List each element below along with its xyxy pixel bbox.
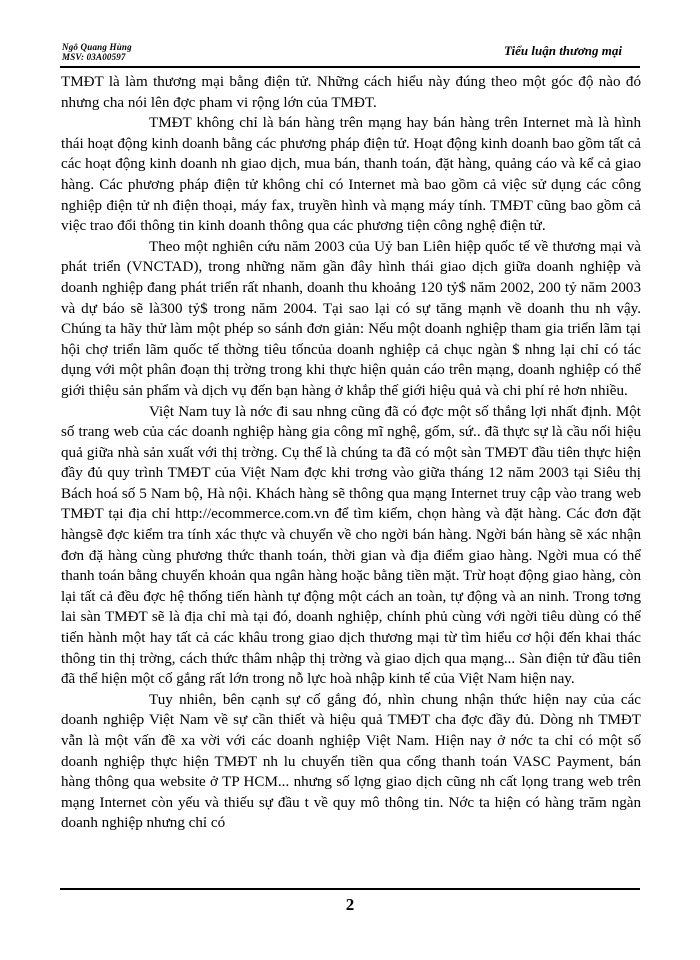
page-number: 2: [345, 895, 355, 914]
document-body: [61, 72, 641, 834]
paragraph: Việt Nam tuy là nớc đi sau nhng cũng đã có đợc một số thắng lợi nhất định. Một số trang web của các doanh nghiệp hàng gia công mĩ nghệ, gốm, sứ.. đã thực sự là cầu nối hiệu quả giữa nhà sản xuất với thị trờng. Cụ thể là chúng ta đã có một sàn TMĐT đầu tiên thực hiện đầy đủ quy trình TMĐT của Việt Nam đợc khi trơng vào giữa tháng 12 năm 2003 tại Siêu thị Bách hoá số 5 Nam bộ, Hà nội. Khách hàng sẽ thông qua mạng Internet truy cập vào trang web TMĐT tại địa chỉ http://ecommerce.com.vn để tìm kiếm, chọn hàng và đặt hàng. Các đơn đặt hàngsẽ đợc kiểm tra tính xác thực và chuyển về cho ngời bán hàng. Ngời bán hàng sẽ xác nhận đơn đặ hàng cùng phương thức thanh toán, thời gian và địa điểm giao hàng. Ngời mua có thể thanh toán bằng chuyển khoản qua ngân hàng hoặc bằng tiền mặt. Trừ hoạt động giao hàng, còn lại tất cả đều đợc hệ thống tiến hành tự động một cách an toàn, tự động và an ninh. Trong tơng lai sàn TMĐT sẽ là địa chỉ mà tại đó, doanh nghiệp, chính phủ cùng với ngời tiêu dùng có thể tiến hành một hay tất cả các khâu trong giao dịch thương mại từ tìm hiểu cơ hội đến khai thác thông tin thị trờng, cách thức thâm nhập thị trờng và giao dịch qua mạng... Sàn điện tử đầu tiên đã thể hiện một cố gắng rất lớn trong nỗ lực hoà nhập kinh tế của Việt Nam hiện nay.: [61, 403, 641, 688]
paragraph: TMĐT là làm thương mại bằng điện tử. Những cách hiểu này đúng theo một góc độ nào đó nhưng cha nói lên đợc pham vi rộng lớn của TMĐT.: [61, 74, 641, 111]
footer-rule: [60, 888, 640, 890]
paragraph: TMĐT không chỉ là bán hàng trên mạng hay bán hàng trên Internet mà là hình thái hoạt động kinh doanh bằng các phương pháp điện tử. Hoạt động kinh doanh bao gồm tất cả các hoạt động kinh doanh nh giao dịch, mua bán, thanh toán, đặt hàng, quảng cáo và kể cả giao hàng. Các phương pháp điện tử không chỉ có Internet mà bao gồm cả việc sử dụng các công nghiệp điện tử nh điện thoại, máy fax, truyền hình và mạng máy tính. TMĐT cũng bao gồm cả việc trao đổi thông tin kinh doanh thông qua các phương tiện công nghệ điện tử.: [61, 115, 641, 235]
header-author-block: [62, 42, 132, 62]
paragraph: Theo một nghiên cứu năm 2003 của Uỷ ban Liên hiệp quốc tế về thương mại và phát triển (VNCTAD), trong những năm gần đây hình thái giao dịch giữa doanh nghiệp và doanh nghiệp đang phát triển rất nhanh, doanh thu khoảng 120 tỷ$ năm 2002, 200 tỷ năm 2003 và dự báo sẽ là300 tỷ$ trong năm 2004. Tại sao lại có sự tăng mạnh về doanh thu nh vậy. Chúng ta hãy thử làm một phép so sánh đơn giản: Nếu một doanh nghiệp tham gia triển lãm tại hội chợ triển lãm quốc tế thờng tiêu tốncủa doanh nghiệp cả chục ngàn $ nhng lại chỉ có tác dụng với một phân đoạn thị trờng trong khi thực hiện quản cáo trên mạng, doanh nghiệp có thể giới thiệu sản phẩm và dịch vụ đến bạn hàng ở khắp thế giới hiệu quả và chi phí rẻ hơn nhiều.: [61, 238, 641, 399]
paragraph: Tuy nhiên, bên cạnh sự cố gắng đó, nhìn chung nhận thức hiện nay của các doanh nghiệp Việt Nam về sự cần thiết và hiệu quả TMĐT cha đợc đầy đủ. Dòng nh TMĐT vẫn là một vấn đề xa vời với các doanh nghiệp Việt Nam. Hiện nay ở nớc ta chỉ có một số doanh nghiệp thực hiện TMĐT nh lu chuyển tiền qua cổng thanh toán VASC Payment, bán hàng thông qua website ở TP HCM... nhưng số lợng giao dịch cũng nh cất lọng trang web trên mạng Internet còn yếu và thiếu sự đầu t về quy mô thông tin. Nớc ta hiện có hàng trăm ngàn doanh nghiệp nhưng chỉ có: [61, 691, 641, 832]
header-author: Ngô Quang Hùng: [62, 42, 132, 52]
header-student-id: MSV: 03A00597: [62, 52, 126, 62]
header-rule: [60, 66, 640, 68]
header-title: Tiểu luận thương mại: [504, 43, 622, 58]
